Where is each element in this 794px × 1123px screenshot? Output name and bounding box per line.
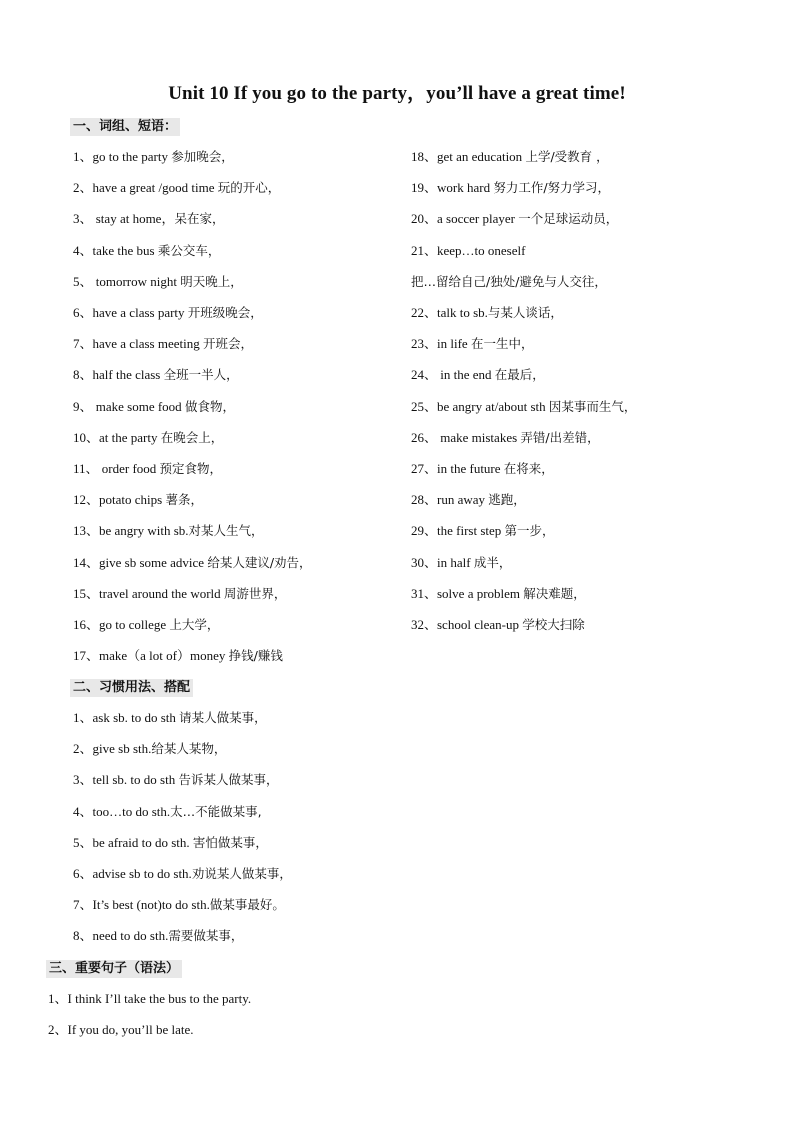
item-english: 26、 make mistakes: [411, 429, 521, 445]
item-chinese: 与某人谈话，: [487, 305, 563, 320]
item-english: 5、 tomorrow night: [73, 273, 181, 289]
item-english: 8、half the class: [73, 367, 164, 383]
item-chinese: 把…留给自己/独处/避免与人交往，: [411, 273, 607, 289]
item-chinese: 在最后，: [494, 367, 545, 383]
item-chinese: 逃跑，: [488, 492, 526, 508]
list-item: [73, 461, 222, 477]
list-item: [73, 305, 263, 321]
list-item: [73, 243, 220, 259]
list-item: [411, 243, 525, 259]
section-heading-usage: 二、习惯用法、搭配: [70, 679, 193, 697]
item-english: 16、go to college: [73, 617, 170, 632]
item-chinese: 预定食物，: [159, 461, 223, 476]
item-english: 7、have a class meeting: [73, 336, 203, 352]
list-item: [411, 617, 585, 633]
item-chinese: 害怕做某事，: [192, 834, 268, 850]
item-english: 8、need to do sth.: [73, 928, 169, 944]
item-english: 12、potato chips: [73, 492, 166, 508]
list-item: [48, 1022, 194, 1038]
list-item: [411, 586, 586, 602]
section-heading-phrases: 一、词组、短语：: [70, 118, 180, 136]
list-item: [73, 897, 285, 913]
item-chinese: 做某事最好。: [209, 897, 285, 913]
list-item: [73, 180, 280, 196]
item-english: 3、tell sb. to do sth: [73, 772, 179, 788]
item-chinese: 上大学，: [169, 617, 220, 632]
item-chinese: 一个足球运动员，: [518, 211, 619, 227]
item-english: 6、have a class party: [73, 305, 188, 320]
list-item: [411, 461, 554, 477]
item-chinese: 需要做某事，: [168, 928, 244, 944]
list-item: [48, 991, 251, 1007]
item-chinese: 开班会，: [202, 336, 253, 352]
item-english: 2、If you do, you’ll be late.: [48, 1022, 194, 1038]
item-english: 19、work hard: [411, 180, 494, 196]
item-english: 22、talk to sb.: [411, 305, 488, 320]
list-item: [73, 492, 203, 508]
item-english: 15、travel around the world: [73, 585, 224, 601]
item-chinese: 告诉某人做某事，: [178, 772, 279, 788]
item-english: 32、school clean-up: [411, 617, 523, 632]
list-item: [73, 710, 267, 726]
item-english: 7、It’s best (not)to do sth.: [73, 897, 210, 913]
item-english: 2、have a great /good time: [73, 180, 218, 196]
item-chinese: 学校大扫除: [522, 617, 585, 632]
item-chinese: 做食物，: [184, 398, 235, 414]
list-item: [411, 274, 607, 290]
list-item: [73, 617, 219, 633]
list-item: [73, 430, 223, 446]
list-item: [73, 211, 224, 227]
list-item: [73, 274, 243, 290]
list-item: [411, 149, 609, 165]
item-chinese: 成半，: [473, 554, 512, 570]
list-item: [73, 586, 286, 602]
list-item: [73, 928, 243, 944]
item-english: 27、in the future: [411, 461, 504, 476]
item-chinese: 在一生中，: [470, 336, 534, 352]
list-item: [411, 336, 533, 352]
item-english: 31、solve a problem: [411, 585, 524, 601]
list-item: [411, 367, 545, 383]
list-item: [73, 367, 239, 383]
list-item: [73, 804, 262, 820]
list-item: [73, 866, 292, 882]
item-english: 4、take the bus: [73, 242, 158, 258]
page-title: Unit 10 If you go to the party，you’ll have a great time!: [168, 83, 626, 104]
section-heading-sentences: 三、重要句子（语法）: [46, 960, 182, 978]
list-item: [73, 648, 283, 664]
item-english: 23、in life: [411, 336, 471, 352]
list-item: [73, 336, 253, 352]
list-item: [73, 835, 268, 851]
list-item: [73, 741, 226, 757]
item-chinese: 薯条，: [165, 492, 203, 508]
item-english: 28、run away: [411, 492, 489, 508]
item-chinese: 挣钱/赚钱: [228, 648, 283, 664]
list-item: [411, 555, 511, 571]
item-chinese: 在将来，: [503, 461, 554, 476]
item-english: 1、go to the party: [73, 149, 172, 164]
item-chinese: 呆在家，: [174, 211, 225, 227]
item-english: 1、I think I’ll take the bus to the party.: [48, 991, 252, 1006]
item-english: 17、make（a lot of）money: [73, 648, 229, 664]
item-chinese: 第一步，: [504, 523, 555, 539]
item-english: 30、in half: [411, 554, 474, 570]
item-english: 10、at the party: [73, 429, 161, 445]
item-chinese: 周游世界，: [223, 585, 287, 601]
item-english: 2、give sb sth.: [73, 741, 152, 757]
item-english: 20、a soccer player: [411, 211, 519, 227]
list-item: [411, 305, 563, 321]
item-chinese: 在晚会上，: [160, 429, 224, 445]
item-chinese: 解决难题，: [523, 585, 586, 601]
item-chinese: 全班一半人，: [163, 367, 239, 383]
item-english: 5、be afraid to do sth.: [73, 834, 193, 850]
list-item: [411, 180, 610, 196]
item-chinese: 给某人建议/劝告，: [207, 554, 312, 570]
list-item: [411, 523, 555, 539]
item-english: 21、keep…to oneself: [411, 242, 526, 258]
item-english: 25、be angry at/about sth: [411, 398, 549, 414]
item-chinese: 对某人生气，: [188, 523, 264, 539]
item-english: 6、advise sb to do sth.: [73, 866, 192, 881]
item-chinese: 玩的开心，: [217, 180, 281, 196]
item-english: 3、 stay at home，: [73, 211, 175, 227]
item-english: 9、 make some food: [73, 398, 185, 414]
item-chinese: 开班级晚会，: [187, 305, 263, 320]
list-item: [73, 772, 278, 788]
item-chinese: 乘公交车，: [157, 242, 221, 258]
item-english: 24、 in the end: [411, 367, 495, 383]
item-english: 13、be angry with sb.: [73, 523, 189, 539]
item-english: 1、ask sb. to do sth: [73, 710, 180, 725]
item-chinese: 太…不能做某事,: [170, 803, 262, 819]
list-item: [73, 523, 264, 539]
item-english: 29、the first step: [411, 523, 505, 539]
item-chinese: 因某事而生气，: [548, 398, 637, 414]
item-chinese: 明天晚上，: [180, 273, 243, 289]
list-item: [411, 492, 526, 508]
item-chinese: 给某人某物，: [151, 741, 227, 757]
item-english: 4、too…to do sth.: [73, 803, 171, 819]
item-english: 14、give sb some advice: [73, 554, 208, 570]
item-chinese: 请某人做某事，: [179, 710, 267, 725]
item-chinese: 上学/受教育 ，: [525, 149, 609, 164]
list-item: [73, 149, 234, 165]
list-item: [411, 399, 636, 415]
item-chinese: 弄错/出差错，: [520, 429, 600, 445]
list-item: [73, 399, 235, 415]
item-english: 18、get an education: [411, 149, 526, 164]
list-item: [73, 555, 312, 571]
item-chinese: 参加晚会，: [171, 149, 234, 164]
item-english: 11、 order food: [73, 461, 160, 476]
item-chinese: 劝说某人做某事，: [191, 866, 292, 881]
list-item: [411, 430, 600, 446]
item-chinese: 努力工作/努力学习，: [493, 180, 611, 196]
list-item: [411, 211, 618, 227]
